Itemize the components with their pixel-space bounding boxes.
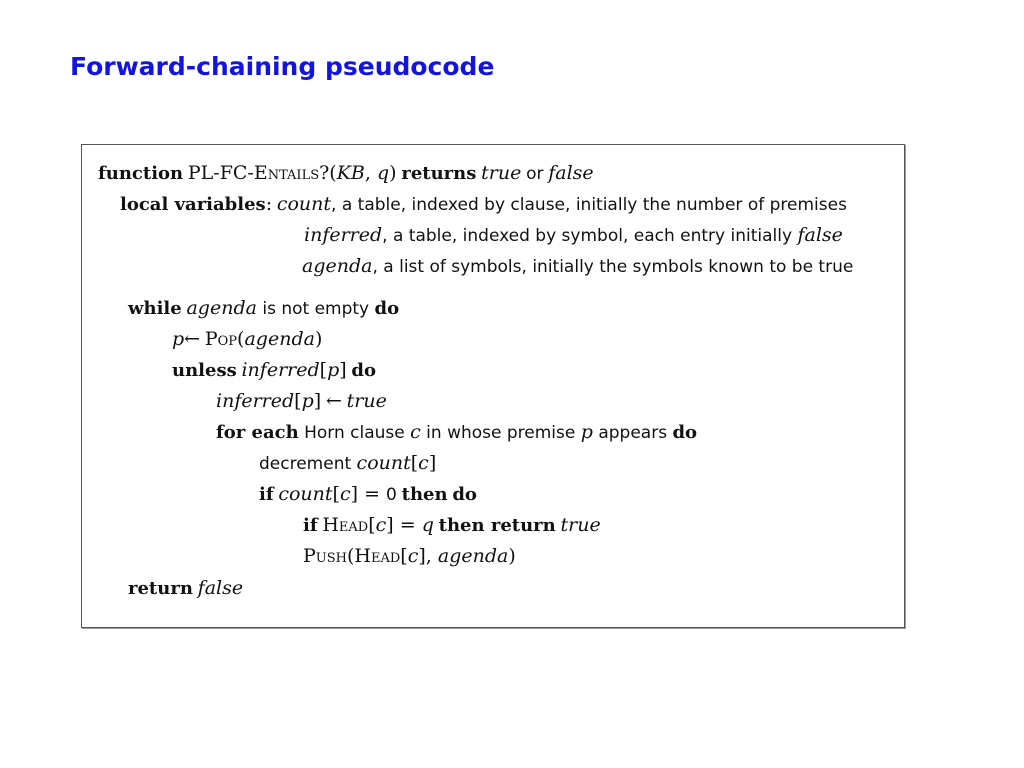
function-name-prefix: PL-FC- [187, 162, 254, 184]
pop-open-paren: ( [237, 328, 245, 350]
horn-clause-text: Horn clause [298, 423, 411, 443]
var-inferred-false: false [797, 224, 843, 246]
head-c: c [375, 514, 387, 536]
function-keyword: function [98, 163, 184, 184]
push-open-paren: ( [346, 545, 355, 567]
while-line [128, 296, 399, 321]
set-inferred-lbracket: [ [294, 390, 302, 412]
return-keyword: return [128, 578, 193, 599]
p-variable: p [172, 328, 185, 350]
while-keyword: while [128, 298, 182, 319]
return-false-line [128, 576, 243, 601]
if-do-keyword: do [452, 484, 477, 505]
pop-close-paren: ) [314, 328, 323, 350]
whose-premise-text: in whose premise [420, 423, 581, 443]
set-inferred-p: p [301, 390, 314, 412]
function-name-suffix: ?( [319, 162, 337, 184]
if-head-line [303, 513, 601, 538]
push-head-c: c [407, 545, 419, 567]
return-true: true [560, 514, 601, 536]
unless-do-keyword: do [351, 360, 377, 381]
pop-function: Pop [204, 328, 238, 350]
var-agenda-desc: , a list of symbols, initially the symbols known to be true [372, 257, 854, 277]
header-false: false [548, 162, 594, 184]
if-keyword: if [259, 484, 274, 505]
decrement-c: c [418, 452, 429, 474]
appears-text: appears [592, 423, 673, 443]
push-agenda: agenda [437, 545, 509, 567]
head-q: q [421, 514, 434, 536]
pop-agenda-arg: agenda [244, 328, 315, 350]
pop-line [172, 327, 322, 352]
pseudocode-box [81, 144, 905, 628]
assign-arrow: ← [184, 328, 201, 350]
while-agenda: agenda [186, 297, 257, 319]
decrement-count: count [356, 452, 411, 474]
head-rbracket: ] [386, 514, 394, 536]
arg-kb: KB [336, 162, 365, 184]
if-head-keyword: if [303, 515, 318, 536]
var-agenda-line [302, 254, 853, 279]
header-or: or [526, 164, 544, 184]
push-function: Push [303, 545, 347, 567]
var-inferred-name: inferred [304, 224, 383, 246]
if-count-line [259, 482, 477, 507]
unless-inferred: inferred [241, 359, 320, 381]
set-inferred-true: true [346, 390, 387, 412]
local-variables-colon: : [265, 193, 273, 215]
unless-lbracket: [ [319, 359, 328, 381]
head-equals: = [393, 514, 422, 536]
decrement-rbracket: ] [428, 452, 437, 474]
decrement-text: decrement [259, 454, 357, 474]
push-head-rbracket: ] [418, 545, 426, 567]
var-count-desc: , a table, indexed by clause, initially the number of premises [331, 195, 847, 215]
slide-title: Forward-chaining pseudocode [70, 52, 495, 81]
if-count-equals: = [358, 483, 387, 505]
unless-rbracket: ] [339, 359, 347, 381]
header-close-paren: ) [389, 162, 397, 184]
push-head-function: Head [354, 545, 401, 567]
header-true: true [481, 162, 522, 184]
local-variables-label: local variables [120, 194, 266, 215]
if-then-keyword: then [401, 484, 448, 505]
if-count-c: c [339, 483, 351, 505]
var-inferred-desc: , a table, indexed by symbol, each entry initially [382, 226, 798, 246]
if-count-lbracket: [ [332, 483, 340, 505]
return-false: false [197, 577, 244, 599]
head-lbracket: [ [368, 514, 376, 536]
push-head-lbracket: [ [400, 545, 408, 567]
while-condition: is not empty [256, 299, 375, 319]
arg-separator: , [364, 162, 377, 184]
var-agenda-name: agenda [302, 255, 373, 277]
for-each-line [216, 420, 697, 445]
set-inferred-var: inferred [216, 390, 295, 412]
push-line [303, 544, 516, 569]
unless-p: p [327, 359, 340, 381]
while-do-keyword: do [374, 298, 400, 319]
function-name-smallcaps: Entails [253, 162, 320, 184]
var-count-name: count [276, 193, 332, 215]
if-count: count [278, 483, 333, 505]
returns-keyword: returns [401, 163, 477, 184]
set-inferred-rbracket: ] [313, 390, 322, 412]
push-comma: , [425, 545, 438, 567]
var-inferred-line [304, 223, 843, 248]
head-function: Head [322, 514, 369, 536]
set-inferred-line [216, 389, 387, 414]
for-each-c: c [410, 421, 421, 443]
for-each-keyword: for each [216, 422, 299, 443]
for-each-p: p [580, 421, 593, 443]
set-inferred-arrow: ← [325, 390, 342, 412]
for-each-do-keyword: do [672, 422, 698, 443]
decrement-line [259, 451, 436, 476]
arg-q: q [377, 162, 390, 184]
then-return-keyword: then return [438, 515, 556, 536]
local-variables-line [120, 192, 847, 217]
push-close-paren: ) [508, 545, 516, 567]
unless-line [172, 358, 376, 383]
function-header-line [98, 161, 594, 186]
if-count-rbracket: ] [350, 483, 359, 505]
if-count-zero: 0 [386, 485, 397, 505]
decrement-lbracket: [ [410, 452, 419, 474]
unless-keyword: unless [172, 360, 237, 381]
